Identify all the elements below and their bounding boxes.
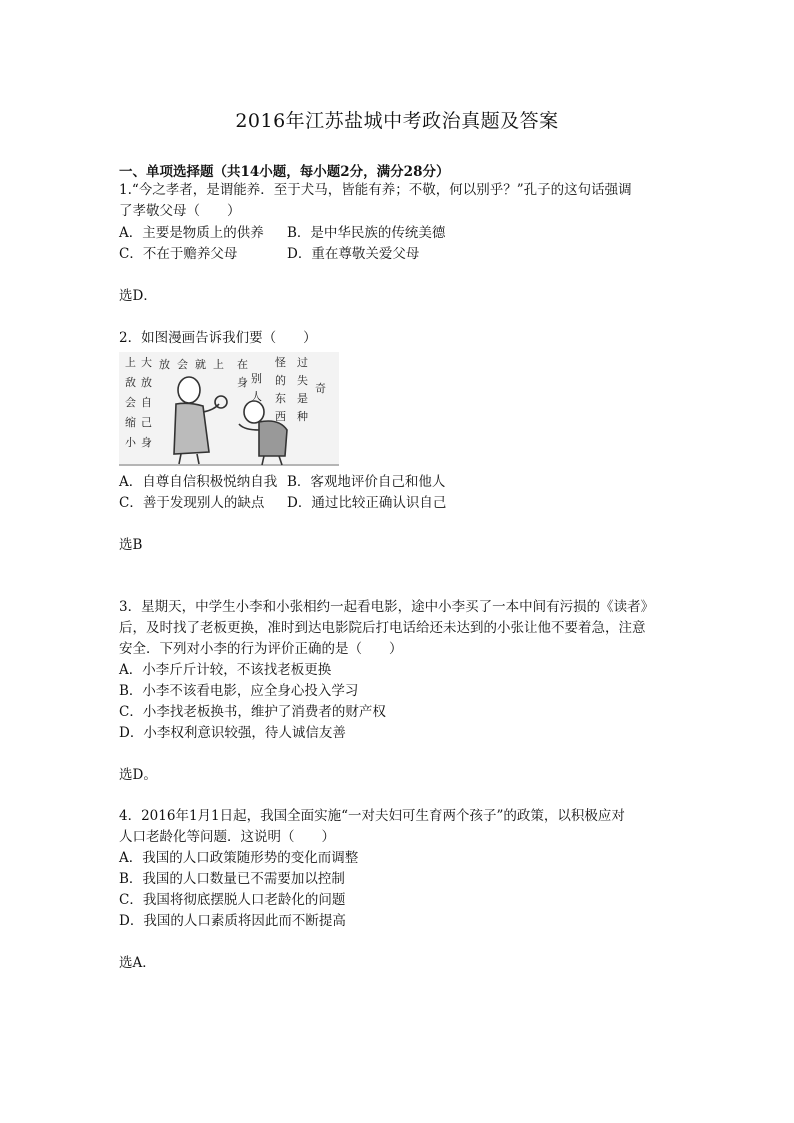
q4-option-a: A．我国的人口政策随形势的变化而调整 bbox=[119, 850, 359, 866]
q1-option-a: A．主要是物质上的供养 bbox=[119, 225, 264, 241]
q3-stem-line-3: 安全．下列对小李的行为评价正确的是（ ） bbox=[119, 641, 403, 657]
cartoon-text-middle: 在别身人 bbox=[237, 358, 262, 403]
section-heading: 一、单项选择题（共14小题，每小题2分，满分28分） bbox=[119, 164, 450, 180]
q2-option-c: C．善于发现别人的缺点 bbox=[119, 495, 265, 511]
q2-option-b: B．客观地评价自己和他人 bbox=[287, 474, 446, 490]
q1-answer: 选D． bbox=[119, 288, 157, 304]
q4-option-c: C．我国将彻底摆脱人口老龄化的问题 bbox=[119, 892, 346, 908]
q3-answer: 选D。 bbox=[119, 767, 157, 783]
cartoon-text-left: 上敌会缩小 大放自己身 放 会 就 上 bbox=[125, 356, 224, 449]
q4-stem-line-1: 4．2016年1月1日起，我国全面实施“一对夫妇可生育两个孩子”的政策，以积极应对 bbox=[119, 808, 625, 824]
q3-option-a: A．小李斤斤计较，不该找老板更换 bbox=[119, 662, 332, 678]
q3-stem-line-1: 3．星期天，中学生小李和小张相约一起看电影，途中小李买了一本中间有污损的《读者》 bbox=[119, 599, 655, 615]
q4-stem-line-2: 人口老龄化等问题．这说明（ ） bbox=[119, 829, 335, 845]
cartoon-text-right: 怪的东西 过失是种奇 bbox=[275, 356, 326, 423]
q1-stem-line-1: 1.“今之孝者，是谓能养．至于犬马，皆能有养；不敬，何以别乎？”孔子的这句话强调 bbox=[119, 182, 632, 198]
q3-option-d: D．小李权利意识较强，待人诚信友善 bbox=[119, 725, 346, 741]
q2-answer: 选B bbox=[119, 537, 143, 553]
q1-option-b: B．是中华民族的传统美德 bbox=[287, 225, 446, 241]
q4-option-b: B．我国的人口数量已不需要加以控制 bbox=[119, 871, 345, 887]
q4-answer: 选A． bbox=[119, 955, 156, 971]
q2-option-a: A．自尊自信积极悦纳自我 bbox=[119, 474, 278, 490]
document-title: 2016年江苏盐城中考政治真题及答案 bbox=[235, 110, 559, 132]
q3-option-b: B．小李不该看电影，应全身心投入学习 bbox=[119, 683, 359, 699]
q3-stem-line-2: 后，及时找了老板更换，准时到达电影院后打电话给还未达到的小张让他不要着急，注意 bbox=[119, 620, 646, 636]
q1-stem-line-2: 了孝敬父母（ ） bbox=[119, 203, 241, 219]
q3-option-c: C．小李找老板换书，维护了消费者的财产权 bbox=[119, 704, 386, 720]
q4-option-d: D．我国的人口素质将因此而不断提高 bbox=[119, 913, 346, 929]
cartoon-image bbox=[119, 352, 339, 466]
q2-stem-line-1: 2．如图漫画告诉我们要（ ） bbox=[119, 330, 317, 346]
q1-option-c: C．不在于赡养父母 bbox=[119, 246, 238, 262]
q2-option-d: D．通过比较正确认识自己 bbox=[287, 495, 447, 511]
q1-option-d: D．重在尊敬关爱父母 bbox=[287, 246, 420, 262]
